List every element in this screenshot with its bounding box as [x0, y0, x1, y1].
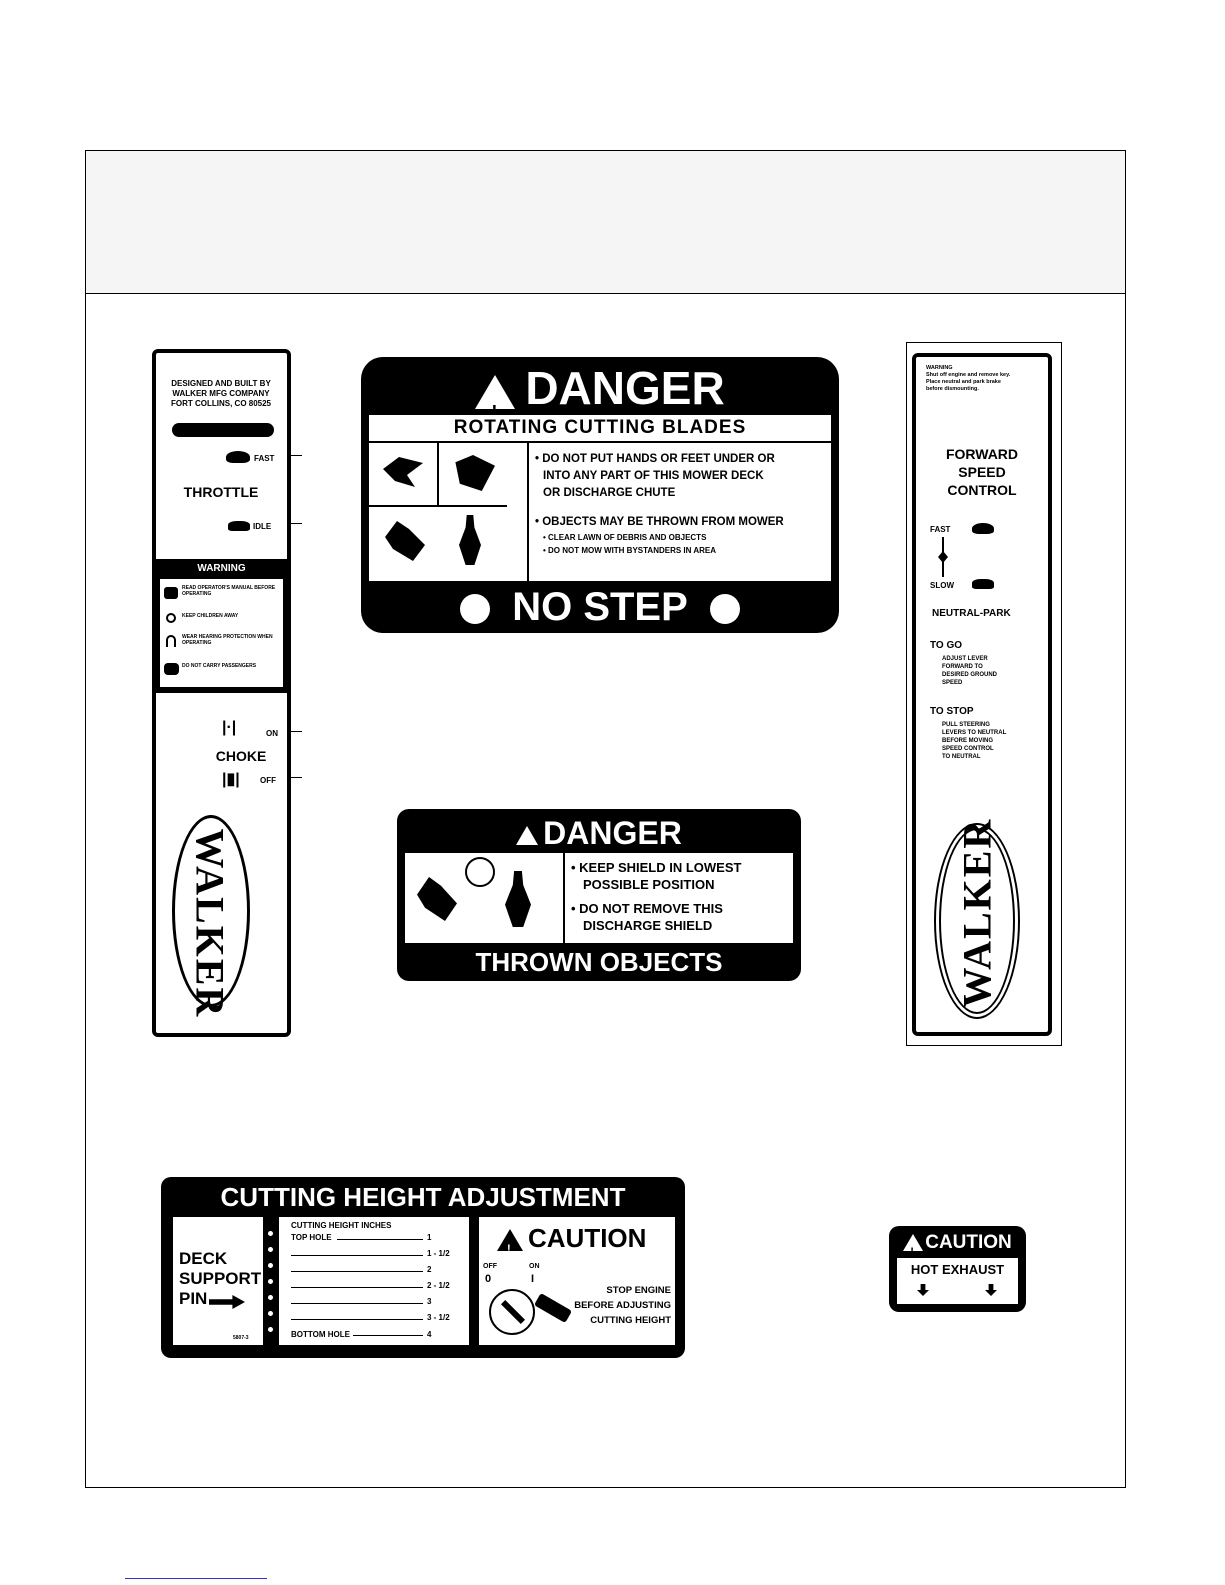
hand-blade-icon [369, 443, 439, 507]
arrow-down-icon [917, 1284, 929, 1296]
turtle-icon [972, 579, 994, 589]
blades-panel [369, 415, 831, 581]
maker-text: DESIGNED AND BUILT BY WALKER MFG COMPANY FORT COLLINS, CO 80525 [170, 379, 272, 408]
warning-triangle-icon [903, 1234, 923, 1251]
speed-title: FORWARD SPEED CONTROL [945, 446, 1019, 498]
choke-label: CHOKE [215, 748, 267, 764]
key-icon [534, 1293, 572, 1323]
height-caution-panel [479, 1217, 675, 1345]
to-stop-label: TO STOP [930, 706, 974, 717]
on-label: ON [529, 1263, 540, 1270]
prohibited-icon [465, 857, 495, 887]
top-hole-label: TOP HOLE [291, 1233, 332, 1242]
no-step-footer: NO STEP [361, 585, 839, 629]
off-symbol: 0 [485, 1273, 492, 1285]
thrown-panel [405, 853, 793, 943]
throttle-label: THROTTLE [183, 484, 259, 500]
cutting-height-decal [161, 1177, 685, 1358]
ignition-icon [489, 1289, 535, 1335]
neutral-park-label: NEUTRAL-PARK [932, 608, 1011, 619]
hot-exhaust-decal [889, 1226, 1026, 1312]
warning-triangle-icon [516, 826, 538, 845]
throttle-choke-decal [152, 349, 291, 1037]
bottom-hole-label: BOTTOM HOLE [291, 1330, 350, 1339]
choke-off-label: OFF [260, 776, 276, 785]
thrown-object-icon [369, 507, 527, 581]
ear-protection-icon [166, 635, 176, 647]
warning-panel [156, 559, 287, 693]
hole-strip [263, 1217, 279, 1345]
to-go-text: ADJUST LEVER FORWARD TO DESIRED GROUND SPEED [942, 656, 998, 686]
tick [290, 777, 302, 778]
thrown-instructions: • KEEP SHIELD IN LOWEST POSSIBLE POSITION • DO NOT REMOVE THIS DISCHARGE SHIELD [571, 860, 742, 933]
passenger-icon [164, 663, 179, 675]
to-stop-text: PULL STEERING LEVERS TO NEUTRAL BEFORE MOVING SPEED CONTROL TO NEUTRAL [942, 722, 1007, 760]
thrown-footer: THROWN OBJECTS [475, 947, 723, 977]
no-step-icon [710, 594, 740, 624]
height-caution-heading: !CAUTION [497, 1223, 646, 1253]
warning-triangle-icon [497, 1229, 523, 1251]
turtle-icon [228, 521, 250, 531]
tick [290, 455, 302, 456]
speed-header-text: WARNING Shut off engine and remove key. Place neutral and park brake before dismounting. [926, 365, 1011, 392]
foot-blade-icon [439, 443, 507, 507]
rabbit-icon [226, 451, 250, 463]
walker-logo: WALKER [934, 823, 1020, 1019]
choke-on-icon: |·| [222, 719, 237, 736]
blades-subtitle: ROTATING CUTTING BLADES [453, 417, 747, 438]
tick [290, 731, 302, 732]
choke-off-icon: |▮| [222, 771, 240, 788]
inches-header: CUTTING HEIGHT INCHES [291, 1221, 392, 1230]
tick [290, 523, 302, 524]
footer-link-rule [125, 1578, 267, 1579]
warning-heading: WARNING [197, 563, 246, 574]
hot-exhaust-panel [897, 1258, 1018, 1304]
no-step-icon [460, 594, 490, 624]
on-symbol: I [531, 1273, 535, 1285]
speed-fast-label: FAST [930, 525, 951, 534]
deck-support-pin-label: DECK SUPPORT PIN [179, 1249, 262, 1308]
arrow-down-icon [985, 1284, 997, 1296]
speed-slow-label: SLOW [930, 581, 954, 590]
hot-exhaust-heading: !CAUTION [889, 1230, 1026, 1256]
pictogram-area [369, 443, 529, 581]
part-number: 5807-3 [233, 1335, 249, 1341]
walker-logo: WALKER [172, 815, 250, 1007]
choke-on-label: ON [266, 729, 278, 738]
warning-items: READ OPERATOR'S MANUAL BEFORE OPERATING KEEP CHILDREN AWAY WEAR HEARING PROTECTION WHEN OPERATING DO NOT CARRY PASSENGERS [160, 579, 283, 687]
manual-icon [164, 587, 178, 599]
off-label: OFF [483, 1263, 497, 1270]
speed-control-decal [912, 353, 1052, 1036]
thrown-pictogram [405, 853, 565, 943]
black-bar [172, 423, 274, 437]
hot-exhaust-text: HOT EXHAUST [910, 1262, 1005, 1277]
height-panel: DECK SUPPORT PIN CUTTING HEIGHT INCHES TOP HOLE BOTTOM HOLE 1 1 - 1/2 2 2 - 1/2 3 3 - 1/2 4 5807-3 [173, 1217, 469, 1345]
children-icon [166, 613, 176, 623]
header-band [86, 151, 1125, 294]
thrown-danger-heading: !DANGER [397, 813, 801, 851]
fast-label: FAST [254, 454, 275, 463]
idle-label: IDLE [253, 522, 272, 531]
cutting-height-title: CUTTING HEIGHT ADJUSTMENT [220, 1182, 626, 1212]
danger-blades-decal [361, 357, 839, 633]
thrown-objects-decal [397, 809, 801, 981]
to-go-label: TO GO [930, 640, 963, 651]
stop-engine-text: STOP ENGINE BEFORE ADJUSTING CUTTING HEIGHT [574, 1285, 671, 1326]
danger-heading: !DANGER [361, 361, 839, 411]
warning-triangle-icon [475, 375, 515, 409]
blades-instructions: • DO NOT PUT HANDS OR FEET UNDER OR INTO ANY PART OF THIS MOWER DECK OR DISCHARGE CHUTE • OBJECTS MAY BE THROWN FROM MOWER • CLEAR LAWN OF DEBRIS AND OBJECTS • DO NOT MOW WITH BYSTANDERS IN AREA [535, 453, 784, 555]
rabbit-icon [972, 523, 994, 534]
